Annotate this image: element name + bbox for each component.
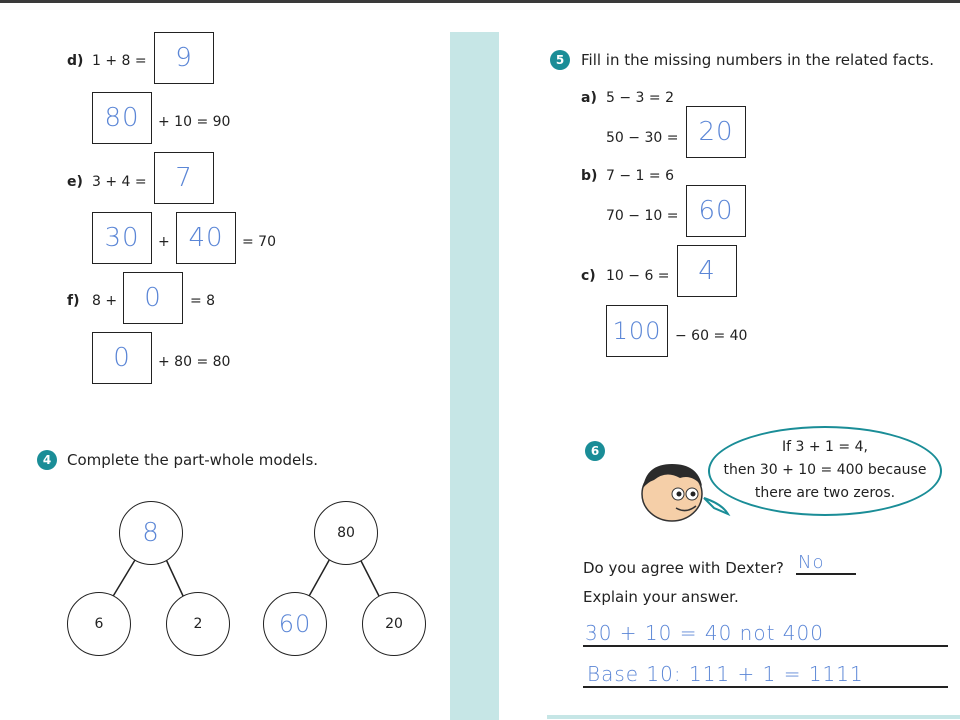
item-c-label: c) (581, 268, 596, 284)
item-a-label: a) (581, 90, 597, 106)
model2-part-left[interactable] (263, 592, 327, 656)
bubble-line-3: there are two zeros. (754, 485, 896, 501)
question-4-heading: Complete the part-whole models. (67, 451, 319, 469)
speech-bubble-text (708, 436, 942, 505)
handwritten-explanation-2[interactable]: Base 10: 111 + 1 = 1111 (587, 662, 864, 686)
item-e-row2-text: = 70 (242, 234, 276, 250)
item-a-expr: 50 − 30 = (606, 130, 679, 146)
answer-line-2 (583, 686, 948, 688)
handwritten-answer: 8 (142, 518, 160, 548)
handwritten-answer: 4 (698, 256, 716, 286)
answer-line-1 (583, 645, 948, 647)
question-5-heading: Fill in the missing numbers in the related facts. (581, 51, 934, 69)
model2-whole: 80 (314, 501, 378, 565)
handwritten-answer: 100 (612, 317, 662, 345)
handwritten-explanation-1[interactable]: 30 + 10 = 40 not 400 (585, 621, 824, 645)
item-d-expr: 1 + 8 = (92, 53, 147, 69)
item-d-label: d) (67, 53, 84, 69)
item-f-text: = 8 (190, 293, 216, 309)
item-c-expr: 10 − 6 = (606, 268, 670, 284)
handwritten-answer: 20 (698, 117, 734, 147)
handwritten-answer: 60 (278, 610, 312, 638)
item-f-label: f) (67, 293, 80, 309)
model1-whole[interactable] (119, 501, 183, 565)
handwritten-answer: 80 (104, 103, 140, 133)
model1-part-right: 2 (166, 592, 230, 656)
item-f-row2-text: + 80 = 80 (158, 354, 231, 370)
answer-box-c2[interactable] (606, 305, 668, 357)
handwritten-answer: 7 (175, 163, 193, 193)
question-5-badge: 5 (550, 50, 570, 70)
item-b-fact: 7 − 1 = 6 (606, 168, 674, 184)
handwritten-answer: 0 (144, 283, 162, 313)
item-a-fact: 5 − 3 = 2 (606, 90, 674, 106)
handwritten-answer: 9 (175, 43, 193, 73)
handwritten-answer: 60 (698, 196, 734, 226)
question-4-badge: 4 (37, 450, 57, 470)
agree-answer[interactable]: No (798, 552, 825, 573)
item-e-label: e) (67, 174, 83, 190)
agree-answer-line (796, 573, 856, 575)
item-c-row2-text: − 60 = 40 (675, 328, 748, 344)
model2-part-right: 20 (362, 592, 426, 656)
question-6-badge: 6 (585, 441, 605, 461)
answer-box-a[interactable] (686, 106, 746, 158)
handwritten-answer: 0 (113, 343, 131, 373)
item-e-expr: 3 + 4 = (92, 174, 147, 190)
explain-prompt: Explain your answer. (583, 588, 739, 606)
plus-sign: + (158, 234, 170, 250)
bubble-line-2: then 30 + 10 = 400 because (723, 462, 927, 478)
item-b-expr: 70 − 10 = (606, 208, 679, 224)
item-b-label: b) (581, 168, 598, 184)
agree-question: Do you agree with Dexter? (583, 559, 784, 577)
answer-box-b[interactable] (686, 185, 746, 237)
bubble-line-1: If 3 + 1 = 4, (782, 439, 868, 455)
item-f-expr: 8 + (92, 293, 118, 309)
item-d-row2-text: + 10 = 90 (158, 114, 231, 130)
answer-box-c[interactable] (677, 245, 737, 297)
handwritten-answer: 30 (104, 223, 140, 253)
handwritten-answer: 40 (188, 223, 224, 253)
model1-part-left: 6 (67, 592, 131, 656)
